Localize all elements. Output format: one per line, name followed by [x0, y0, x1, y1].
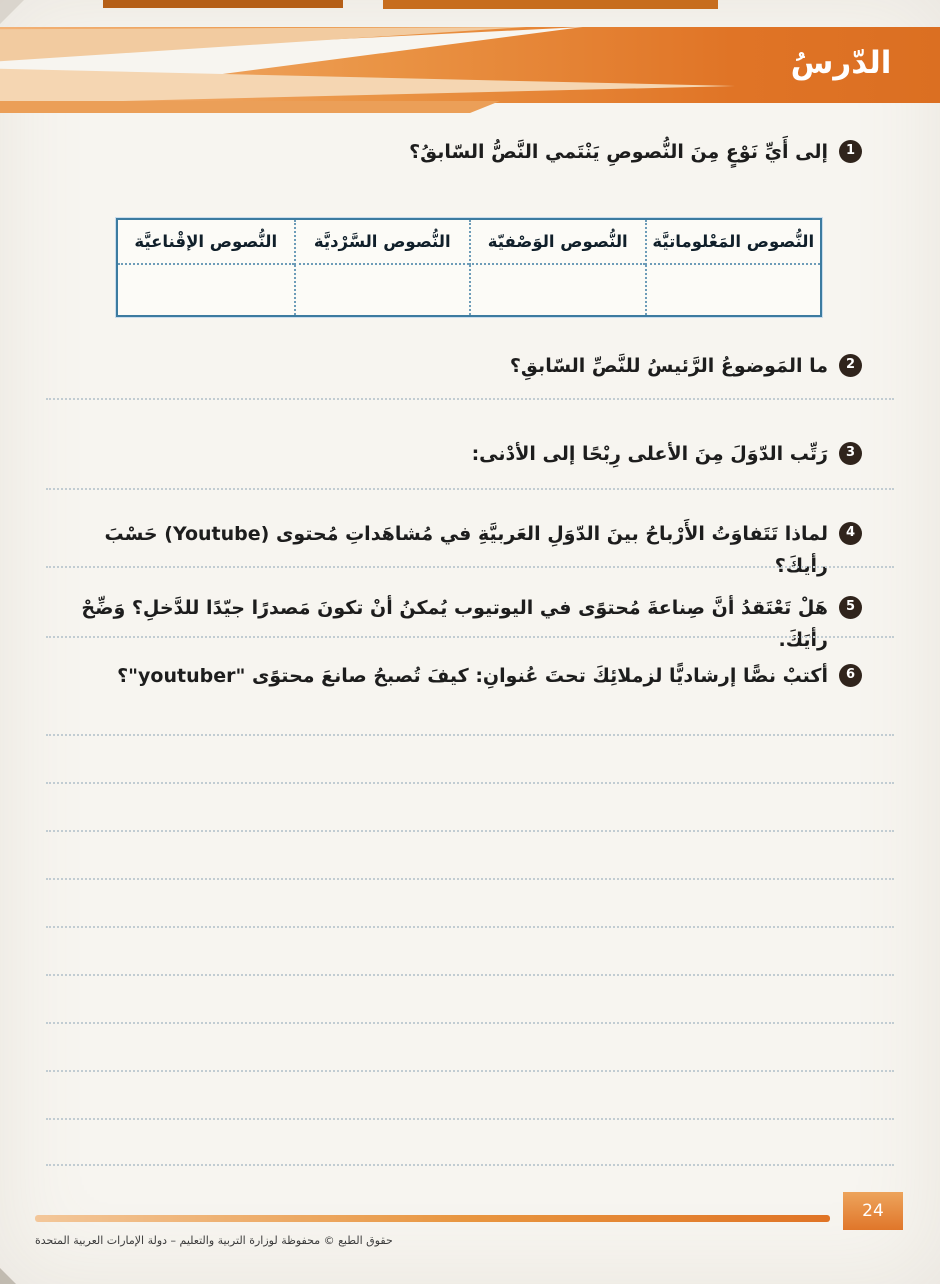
question-2-number-badge: 2 — [839, 354, 862, 377]
question-5-text: هَلْ تَعْتَقدُ أنَّ صِناعةَ مُحتوًى في اليوتيوب يُمكنُ أنْ تكونَ مَصدرًا جيّدًا للدَّخلِ؟ وَضِّحْ رأيَكَ. — [81, 597, 828, 652]
table-answer-cell — [645, 265, 821, 315]
table-header-descriptive: النُّصوص الوَصْفيّة — [469, 220, 645, 265]
question-3-number-badge: 3 — [839, 442, 862, 465]
banner-top-strip — [103, 0, 343, 8]
question-4-text: لماذا تَتَفاوَتُ الأَرْباحُ بينَ الدّوَلِ العَربيَّةِ في مُشاهَداتِ مُحتوى (Youtube) حَسْبَ رأيكَ؟ — [104, 523, 828, 578]
lesson-title: الدّرسُ — [790, 45, 892, 81]
answer-line — [46, 636, 894, 638]
table-header-narrative: النُّصوص السَّرْديَّة — [294, 220, 470, 265]
question-2 — [55, 350, 862, 382]
question-1-number-badge: 1 — [839, 140, 862, 163]
table-header-row — [118, 220, 820, 265]
table-answer-cell — [118, 265, 294, 315]
writing-line — [46, 830, 894, 832]
scan-corner-artifact — [0, 0, 24, 24]
question-1-text: إلى أَيِّ نَوْعٍ مِنَ النُّصوصِ يَنْتَمي النَّصُّ السّابقُ؟ — [409, 141, 828, 163]
question-5 — [55, 592, 862, 657]
writing-line — [46, 974, 894, 976]
writing-line — [46, 1164, 894, 1166]
writing-line — [46, 734, 894, 736]
text-types-table — [116, 218, 822, 317]
question-6 — [55, 660, 862, 692]
writing-line — [46, 926, 894, 928]
question-5-number-badge: 5 — [839, 596, 862, 619]
banner-top-strip — [383, 0, 718, 9]
question-1 — [55, 136, 862, 168]
page-number-badge: 24 — [843, 1192, 903, 1230]
question-6-text: أكتبْ نصًّا إرشاديًّا لزملائِكَ تحتَ عُنوانِ: كيفَ تُصبحُ صانعَ محتوًى "youtuber"؟ — [117, 665, 828, 687]
banner-mid-strip — [0, 101, 500, 113]
writing-line — [46, 1118, 894, 1120]
writing-line — [46, 1022, 894, 1024]
answer-line — [46, 488, 894, 490]
question-3-text: رَتِّب الدّوَلَ مِنَ الأعلى رِبْحًا إلى الأدْنى: — [471, 443, 828, 465]
scan-corner-artifact — [0, 1268, 16, 1284]
footer-copyright: حقوق الطبع © محفوظة لوزارة التربية والتعليم – دولة الإمارات العربية المتحدة — [35, 1234, 393, 1247]
question-2-text: ما المَوضوعُ الرَّئيسُ للنَّصِّ السّابقِ؟ — [509, 355, 828, 377]
table-answer-cell — [469, 265, 645, 315]
question-4-number-badge: 4 — [839, 522, 862, 545]
writing-line — [46, 782, 894, 784]
question-3 — [55, 438, 862, 470]
question-6-number-badge: 6 — [839, 664, 862, 687]
table-answer-cell — [294, 265, 470, 315]
table-answer-row — [118, 265, 820, 315]
table-header-informational: النُّصوص المَعْلوماتيَّة — [645, 220, 821, 265]
answer-line — [46, 566, 894, 568]
footer-rule — [35, 1215, 830, 1222]
writing-line — [46, 1070, 894, 1072]
table-header-persuasive: النُّصوص الإقْناعيَّة — [118, 220, 294, 265]
answer-line — [46, 398, 894, 400]
question-4 — [55, 518, 862, 583]
writing-line — [46, 878, 894, 880]
